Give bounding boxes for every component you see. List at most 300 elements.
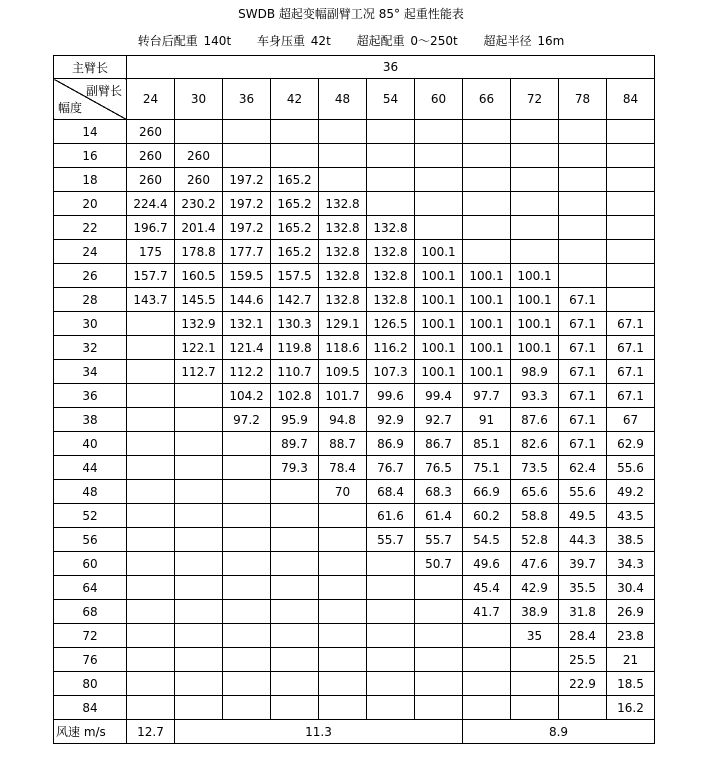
wind-speed-value: 11.3	[175, 720, 463, 744]
capacity-cell	[223, 480, 271, 504]
capacity-cell: 100.1	[463, 336, 511, 360]
capacity-cell: 34.3	[607, 552, 655, 576]
capacity-cell: 132.9	[175, 312, 223, 336]
radius-cell: 80	[54, 672, 127, 696]
capacity-cell	[223, 648, 271, 672]
capacity-cell	[271, 624, 319, 648]
capacity-cell	[511, 240, 559, 264]
capacity-cell: 92.7	[415, 408, 463, 432]
capacity-cell	[127, 336, 175, 360]
capacity-cell: 89.7	[271, 432, 319, 456]
capacity-cell: 100.1	[463, 312, 511, 336]
capacity-cell	[319, 504, 367, 528]
capacity-cell: 122.1	[175, 336, 223, 360]
capacity-cell: 132.8	[367, 264, 415, 288]
capacity-cell: 110.7	[271, 360, 319, 384]
capacity-cell: 67.1	[607, 360, 655, 384]
wind-speed-label: 风速 m/s	[54, 720, 127, 744]
jib-length-header: 84	[607, 79, 655, 120]
capacity-cell: 67.1	[559, 360, 607, 384]
capacity-cell	[175, 648, 223, 672]
capacity-cell: 97.7	[463, 384, 511, 408]
capacity-cell: 49.2	[607, 480, 655, 504]
capacity-cell	[175, 576, 223, 600]
capacity-cell: 60.2	[463, 504, 511, 528]
table-row	[54, 216, 655, 240]
capacity-cell	[127, 648, 175, 672]
capacity-cell: 86.9	[367, 432, 415, 456]
capacity-cell: 130.3	[271, 312, 319, 336]
radius-cell: 56	[54, 528, 127, 552]
capacity-cell	[127, 312, 175, 336]
table-row	[54, 336, 655, 360]
capacity-cell	[127, 528, 175, 552]
capacity-cell: 65.6	[511, 480, 559, 504]
capacity-cell: 49.5	[559, 504, 607, 528]
capacity-cell: 67.1	[559, 336, 607, 360]
capacity-cell	[511, 216, 559, 240]
capacity-cell: 45.4	[463, 576, 511, 600]
capacity-cell: 121.4	[223, 336, 271, 360]
capacity-cell: 47.6	[511, 552, 559, 576]
table-row	[54, 192, 655, 216]
capacity-cell: 100.1	[415, 240, 463, 264]
capacity-cell	[463, 672, 511, 696]
capacity-cell	[223, 624, 271, 648]
capacity-cell	[415, 696, 463, 720]
capacity-cell: 165.2	[271, 216, 319, 240]
capacity-cell: 224.4	[127, 192, 175, 216]
capacity-cell: 35.5	[559, 576, 607, 600]
capacity-cell	[223, 600, 271, 624]
main-boom-value: 36	[127, 56, 655, 79]
capacity-cell: 132.8	[319, 288, 367, 312]
capacity-cell: 197.2	[223, 192, 271, 216]
table-row	[54, 528, 655, 552]
capacity-cell: 159.5	[223, 264, 271, 288]
capacity-cell: 230.2	[175, 192, 223, 216]
capacity-cell	[175, 384, 223, 408]
capacity-cell	[127, 360, 175, 384]
capacity-cell	[559, 264, 607, 288]
capacity-cell	[415, 576, 463, 600]
capacity-cell: 95.9	[271, 408, 319, 432]
capacity-cell: 58.8	[511, 504, 559, 528]
capacity-cell: 165.2	[271, 192, 319, 216]
jib-length-row	[54, 79, 655, 120]
capacity-cell	[511, 648, 559, 672]
radius-cell: 72	[54, 624, 127, 648]
capacity-cell: 142.7	[271, 288, 319, 312]
capacity-cell: 126.5	[367, 312, 415, 336]
capacity-cell	[607, 120, 655, 144]
capacity-cell	[511, 168, 559, 192]
capacity-cell: 145.5	[175, 288, 223, 312]
capacity-cell	[463, 144, 511, 168]
capacity-cell	[223, 672, 271, 696]
capacity-cell	[271, 528, 319, 552]
capacity-cell: 87.6	[511, 408, 559, 432]
capacity-cell	[415, 192, 463, 216]
jib-length-header: 60	[415, 79, 463, 120]
capacity-cell: 75.1	[463, 456, 511, 480]
capacity-cell	[367, 576, 415, 600]
main-boom-row	[54, 56, 655, 79]
capacity-cell: 26.9	[607, 600, 655, 624]
capacity-cell	[319, 600, 367, 624]
capacity-cell	[319, 552, 367, 576]
capacity-cell	[127, 672, 175, 696]
capacity-cell: 91	[463, 408, 511, 432]
wind-speed-value: 8.9	[463, 720, 655, 744]
capacity-cell	[367, 624, 415, 648]
capacity-cell	[367, 648, 415, 672]
capacity-cell: 132.8	[367, 240, 415, 264]
capacity-cell	[607, 144, 655, 168]
capacity-cell	[223, 456, 271, 480]
capacity-cell	[367, 600, 415, 624]
capacity-cell	[127, 504, 175, 528]
capacity-cell	[463, 168, 511, 192]
capacity-cell: 42.9	[511, 576, 559, 600]
capacity-cell: 112.7	[175, 360, 223, 384]
capacity-cell	[175, 432, 223, 456]
capacity-cell: 197.2	[223, 168, 271, 192]
table-row	[54, 144, 655, 168]
capacity-cell	[271, 504, 319, 528]
radius-cell: 32	[54, 336, 127, 360]
capacity-cell: 55.6	[607, 456, 655, 480]
capacity-cell	[607, 216, 655, 240]
capacity-cell: 92.9	[367, 408, 415, 432]
jib-radius-header	[54, 79, 127, 120]
capacity-cell: 35	[511, 624, 559, 648]
capacity-cell	[223, 528, 271, 552]
wind-speed-value: 12.7	[127, 720, 175, 744]
capacity-cell: 18.5	[607, 672, 655, 696]
capacity-cell: 196.7	[127, 216, 175, 240]
capacity-cell	[559, 120, 607, 144]
capacity-cell: 260	[175, 168, 223, 192]
capacity-cell	[223, 696, 271, 720]
capacity-cell	[271, 672, 319, 696]
capacity-cell: 38.9	[511, 600, 559, 624]
capacity-cell: 16.2	[607, 696, 655, 720]
capacity-cell: 68.3	[415, 480, 463, 504]
radius-cell: 60	[54, 552, 127, 576]
capacity-cell	[319, 624, 367, 648]
capacity-cell	[223, 576, 271, 600]
radius-cell: 26	[54, 264, 127, 288]
wind-speed-row	[54, 720, 655, 744]
radius-cell: 24	[54, 240, 127, 264]
capacity-cell	[511, 144, 559, 168]
capacity-cell	[271, 648, 319, 672]
capacity-cell	[415, 600, 463, 624]
capacity-cell: 43.5	[607, 504, 655, 528]
radius-cell: 34	[54, 360, 127, 384]
table-row	[54, 408, 655, 432]
capacity-cell	[415, 624, 463, 648]
radius-cell: 16	[54, 144, 127, 168]
radius-cell: 76	[54, 648, 127, 672]
capacity-cell	[175, 528, 223, 552]
capacity-cell: 67.1	[559, 384, 607, 408]
capacity-cell	[319, 648, 367, 672]
capacity-cell: 61.6	[367, 504, 415, 528]
capacity-cell: 55.7	[415, 528, 463, 552]
capacity-cell	[175, 696, 223, 720]
capacity-cell	[559, 168, 607, 192]
capacity-cell	[127, 600, 175, 624]
capacity-cell: 119.8	[271, 336, 319, 360]
capacity-cell: 143.7	[127, 288, 175, 312]
radius-cell: 18	[54, 168, 127, 192]
capacity-cell: 67.1	[559, 432, 607, 456]
capacity-cell	[319, 120, 367, 144]
capacity-cell	[127, 456, 175, 480]
table-row	[54, 120, 655, 144]
capacity-cell: 61.4	[415, 504, 463, 528]
capacity-cell: 86.7	[415, 432, 463, 456]
capacity-cell	[511, 672, 559, 696]
capacity-cell	[319, 144, 367, 168]
capacity-cell: 132.8	[319, 240, 367, 264]
capacity-cell: 67.1	[559, 312, 607, 336]
capacity-cell: 50.7	[415, 552, 463, 576]
table-row	[54, 168, 655, 192]
radius-cell: 52	[54, 504, 127, 528]
capacity-cell	[463, 216, 511, 240]
capacity-cell	[127, 384, 175, 408]
capacity-cell	[127, 552, 175, 576]
radius-cell: 20	[54, 192, 127, 216]
capacity-cell: 94.8	[319, 408, 367, 432]
capacity-cell	[367, 672, 415, 696]
capacity-cell	[127, 432, 175, 456]
table-row	[54, 480, 655, 504]
capacity-cell: 100.1	[463, 264, 511, 288]
table-row	[54, 624, 655, 648]
capacity-cell: 100.1	[463, 288, 511, 312]
radius-cell: 44	[54, 456, 127, 480]
capacity-cell	[319, 576, 367, 600]
capacity-cell: 112.2	[223, 360, 271, 384]
table-row	[54, 384, 655, 408]
radius-cell: 38	[54, 408, 127, 432]
jib-length-header: 66	[463, 79, 511, 120]
capacity-cell: 129.1	[319, 312, 367, 336]
capacity-cell: 52.8	[511, 528, 559, 552]
capacity-cell: 116.2	[367, 336, 415, 360]
capacity-cell: 144.6	[223, 288, 271, 312]
superlift-text: 超起配重 0～250t	[356, 34, 458, 48]
capacity-cell	[559, 144, 607, 168]
capacity-cell: 157.5	[271, 264, 319, 288]
main-boom-label: 主臂长	[54, 56, 127, 79]
capacity-cell: 62.9	[607, 432, 655, 456]
capacity-cell	[367, 120, 415, 144]
table-row	[54, 312, 655, 336]
capacity-cell	[367, 144, 415, 168]
capacity-cell	[175, 456, 223, 480]
capacity-cell	[319, 528, 367, 552]
capacity-cell: 165.2	[271, 240, 319, 264]
capacity-cell	[463, 696, 511, 720]
capacity-cell	[127, 624, 175, 648]
capacity-cell	[319, 672, 367, 696]
capacity-cell: 102.8	[271, 384, 319, 408]
jib-length-header: 42	[271, 79, 319, 120]
capacity-cell: 55.7	[367, 528, 415, 552]
page-subtitle	[0, 32, 702, 49]
capacity-cell: 67.1	[559, 408, 607, 432]
table-row	[54, 600, 655, 624]
capacity-cell: 109.5	[319, 360, 367, 384]
capacity-cell	[415, 216, 463, 240]
table-row	[54, 672, 655, 696]
capacity-cell	[271, 552, 319, 576]
capacity-cell: 55.6	[559, 480, 607, 504]
table-row	[54, 288, 655, 312]
capacity-cell	[367, 192, 415, 216]
capacity-cell: 62.4	[559, 456, 607, 480]
capacity-cell	[559, 216, 607, 240]
capacity-cell: 97.2	[223, 408, 271, 432]
capacity-cell: 100.1	[511, 264, 559, 288]
capacity-cell: 67.1	[607, 384, 655, 408]
capacity-cell: 165.2	[271, 168, 319, 192]
capacity-cell	[511, 120, 559, 144]
capacity-cell	[559, 192, 607, 216]
capacity-cell	[223, 120, 271, 144]
capacity-cell	[271, 480, 319, 504]
radius-label: 幅度	[58, 101, 83, 115]
capacity-cell	[463, 648, 511, 672]
table-row	[54, 456, 655, 480]
capacity-cell: 104.2	[223, 384, 271, 408]
capacity-cell	[415, 648, 463, 672]
capacity-cell: 160.5	[175, 264, 223, 288]
capacity-cell: 67.1	[607, 336, 655, 360]
radius-cell: 68	[54, 600, 127, 624]
jib-label: 副臂长	[85, 84, 122, 98]
capacity-cell	[175, 624, 223, 648]
capacity-cell: 197.2	[223, 216, 271, 240]
capacity-cell: 49.6	[463, 552, 511, 576]
jib-length-header: 48	[319, 79, 367, 120]
jib-length-header: 78	[559, 79, 607, 120]
radius-cell: 48	[54, 480, 127, 504]
jib-length-header: 54	[367, 79, 415, 120]
capacity-cell	[511, 696, 559, 720]
radius-cell: 30	[54, 312, 127, 336]
capacity-cell: 38.5	[607, 528, 655, 552]
table-row	[54, 504, 655, 528]
capacity-cell: 85.1	[463, 432, 511, 456]
capacity-cell: 175	[127, 240, 175, 264]
capacity-cell: 132.8	[367, 216, 415, 240]
capacity-cell	[463, 240, 511, 264]
capacity-cell: 67.1	[559, 288, 607, 312]
capacity-cell	[127, 480, 175, 504]
superlift-radius-text: 超起半径 16m	[483, 34, 565, 48]
capacity-cell: 132.8	[319, 216, 367, 240]
table-row	[54, 432, 655, 456]
capacity-cell: 101.7	[319, 384, 367, 408]
radius-cell: 84	[54, 696, 127, 720]
capacity-cell	[319, 696, 367, 720]
capacity-cell: 260	[127, 144, 175, 168]
capacity-cell	[607, 240, 655, 264]
capacity-cell	[367, 552, 415, 576]
radius-cell: 28	[54, 288, 127, 312]
capacity-cell	[223, 504, 271, 528]
jib-length-header: 36	[223, 79, 271, 120]
capacity-cell: 100.1	[415, 264, 463, 288]
capacity-cell: 201.4	[175, 216, 223, 240]
capacity-cell	[559, 696, 607, 720]
table-row	[54, 360, 655, 384]
capacity-cell: 132.1	[223, 312, 271, 336]
capacity-cell: 98.9	[511, 360, 559, 384]
capacity-cell	[271, 600, 319, 624]
table-row	[54, 576, 655, 600]
capacity-cell: 99.4	[415, 384, 463, 408]
radius-cell: 14	[54, 120, 127, 144]
counterweight-text: 转台后配重 140t	[137, 34, 232, 48]
capacity-cell: 100.1	[415, 288, 463, 312]
capacity-cell: 67	[607, 408, 655, 432]
capacity-cell: 76.7	[367, 456, 415, 480]
table-row	[54, 552, 655, 576]
capacity-cell	[367, 168, 415, 192]
capacity-cell	[415, 120, 463, 144]
radius-cell: 36	[54, 384, 127, 408]
capacity-cell	[607, 264, 655, 288]
capacity-cell	[463, 192, 511, 216]
capacity-cell	[271, 576, 319, 600]
capacity-cell: 41.7	[463, 600, 511, 624]
capacity-cell: 132.8	[367, 288, 415, 312]
capacity-cell	[175, 504, 223, 528]
capacity-cell: 260	[127, 168, 175, 192]
capacity-cell: 177.7	[223, 240, 271, 264]
capacity-cell: 44.3	[559, 528, 607, 552]
capacity-cell: 100.1	[511, 288, 559, 312]
capacity-cell: 100.1	[463, 360, 511, 384]
capacity-cell	[319, 168, 367, 192]
jib-length-header: 30	[175, 79, 223, 120]
capacity-cell: 107.3	[367, 360, 415, 384]
capacity-cell	[223, 552, 271, 576]
table-row	[54, 696, 655, 720]
capacity-cell	[607, 288, 655, 312]
capacity-cell	[415, 144, 463, 168]
radius-cell: 40	[54, 432, 127, 456]
jib-length-header: 72	[511, 79, 559, 120]
capacity-cell	[127, 408, 175, 432]
capacity-cell	[175, 600, 223, 624]
capacity-cell: 178.8	[175, 240, 223, 264]
radius-cell: 64	[54, 576, 127, 600]
capacity-cell: 21	[607, 648, 655, 672]
capacity-cell: 73.5	[511, 456, 559, 480]
carbody-text: 车身压重 42t	[256, 34, 331, 48]
capacity-cell: 30.4	[607, 576, 655, 600]
capacity-cell: 100.1	[415, 312, 463, 336]
page-title: SWDB 超起变幅副臂工况 85° 起重性能表	[238, 7, 464, 21]
